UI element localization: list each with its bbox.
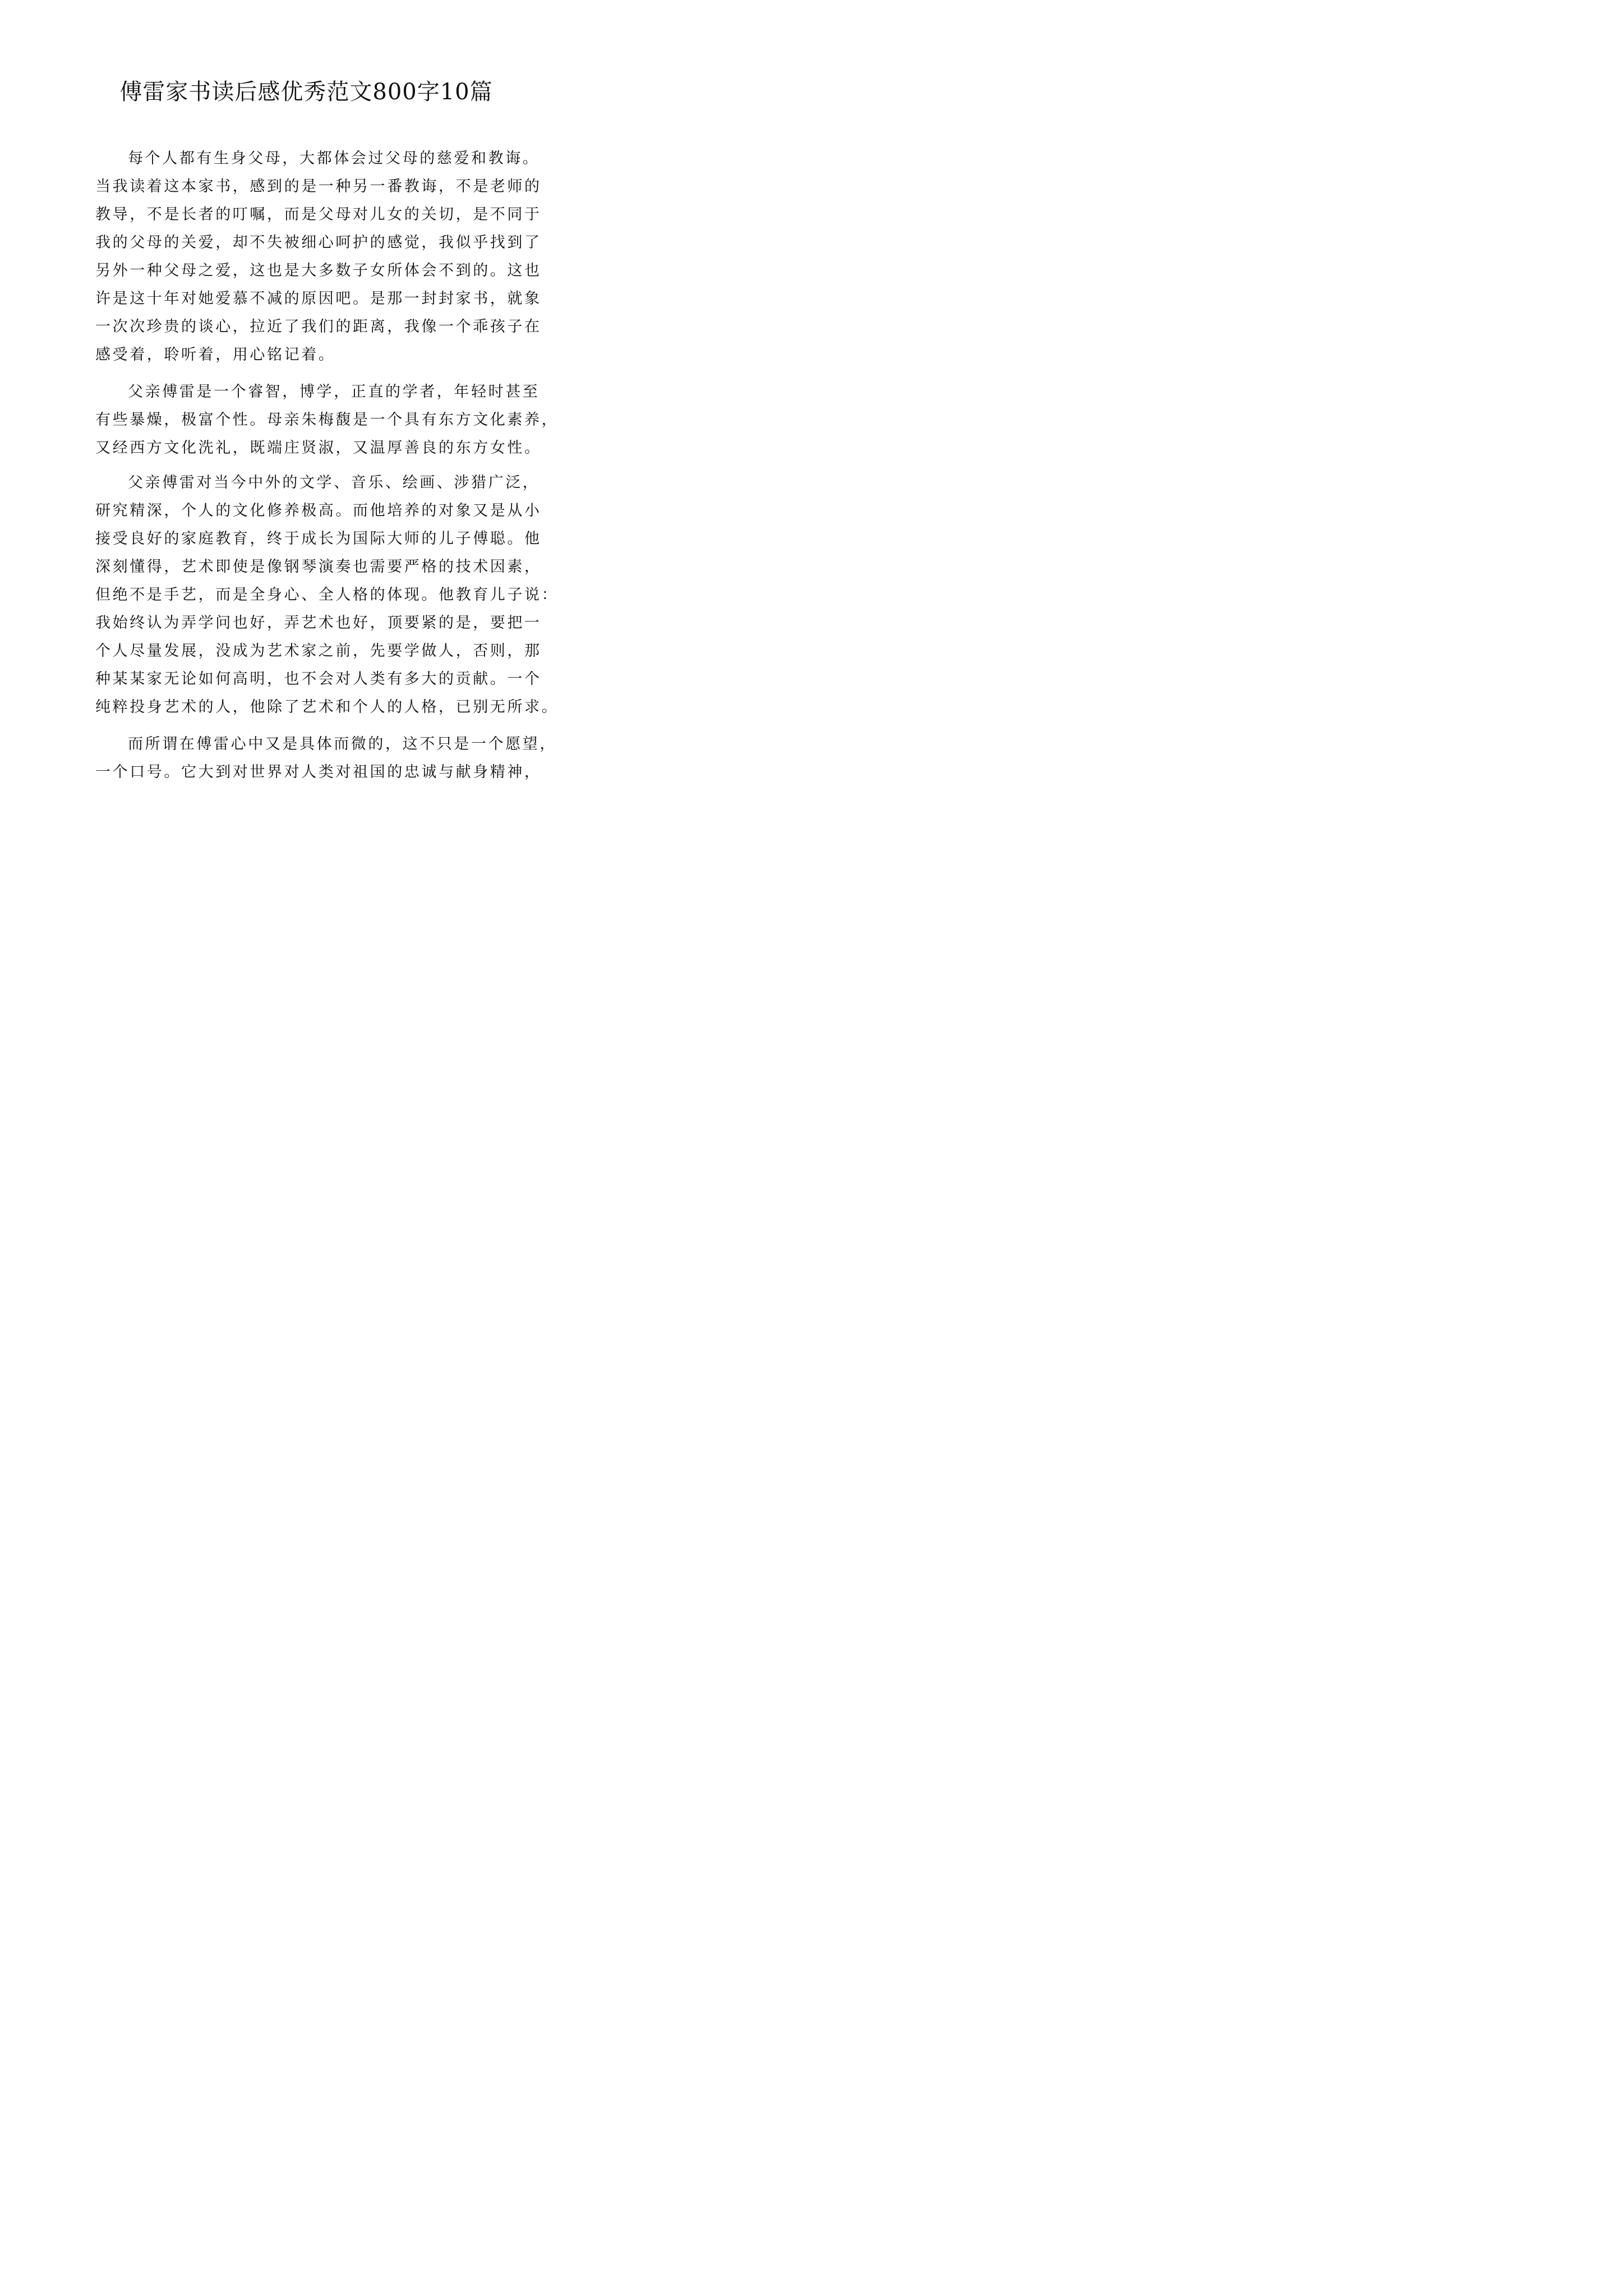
- text-line: 纯粹投身艺术的人，他除了艺术和个人的人格，已别无所求。: [95, 698, 559, 716]
- text-line: 一个口号。它大到对世界对人类对祖国的忠诚与献身精神，: [95, 763, 542, 781]
- text-line: 另外一种父母之爱，这也是大多数子女所体会不到的。这也: [95, 262, 542, 279]
- text-line: 但绝不是手艺，而是全身心、全人格的体现。他教育儿子说：: [95, 586, 559, 604]
- document-page: [0, 0, 612, 867]
- text-line: 每个人都有生身父母，大都体会过父母的慈爱和教诲。: [128, 150, 540, 167]
- text-line: 又经西方文化洗礼，既端庄贤淑，又温厚善良的东方女性。: [95, 439, 542, 457]
- text-line: 我的父母的关爱，却不失被细心呵护的感觉，我似乎找到了: [95, 234, 542, 251]
- text-line: 当我读着这本家书，感到的是一种另一番教诲，不是老师的: [95, 178, 542, 195]
- text-line: 有些暴燥，极富个性。母亲朱梅馥是一个具有东方文化素养，: [95, 411, 559, 429]
- text-line: 父亲傅雷是一个睿智，博学，正直的学者，年轻时甚至: [128, 383, 540, 401]
- text-line: 许是这十年对她爱慕不减的原因吧。是那一封封家书，就象: [95, 290, 542, 307]
- text-line: 个人尽量发展，没成为艺术家之前，先要学做人，否则，那: [95, 642, 542, 660]
- text-line: 而所谓在傅雷心中又是具体而微的，这不只是一个愿望，: [128, 735, 557, 753]
- document-title: 傅雷家书读后感优秀范文800字10篇: [119, 79, 493, 105]
- text-line: 研究精深，个人的文化修养极高。而他培养的对象又是从小: [95, 502, 542, 519]
- text-line: 感受着，聆听着，用心铭记着。: [95, 346, 336, 364]
- text-line: 种某某家无论如何高明，也不会对人类有多大的贡献。一个: [95, 670, 542, 688]
- text-line: 我始终认为弄学问也好，弄艺术也好，顶要紧的是，要把一: [95, 614, 542, 632]
- text-line: 深刻懂得，艺术即使是像钢琴演奏也需要严格的技术因素，: [95, 558, 542, 576]
- text-line: 接受良好的家庭教育，终于成长为国际大师的儿子傅聪。他: [95, 530, 542, 547]
- text-line: 教导，不是长者的叮嘱，而是父母对儿女的关切，是不同于: [95, 206, 542, 223]
- text-line: 父亲傅雷对当今中外的文学、音乐、绘画、涉猎广泛，: [128, 474, 540, 491]
- text-line: 一次次珍贵的谈心，拉近了我们的距离，我像一个乖孩子在: [95, 318, 542, 335]
